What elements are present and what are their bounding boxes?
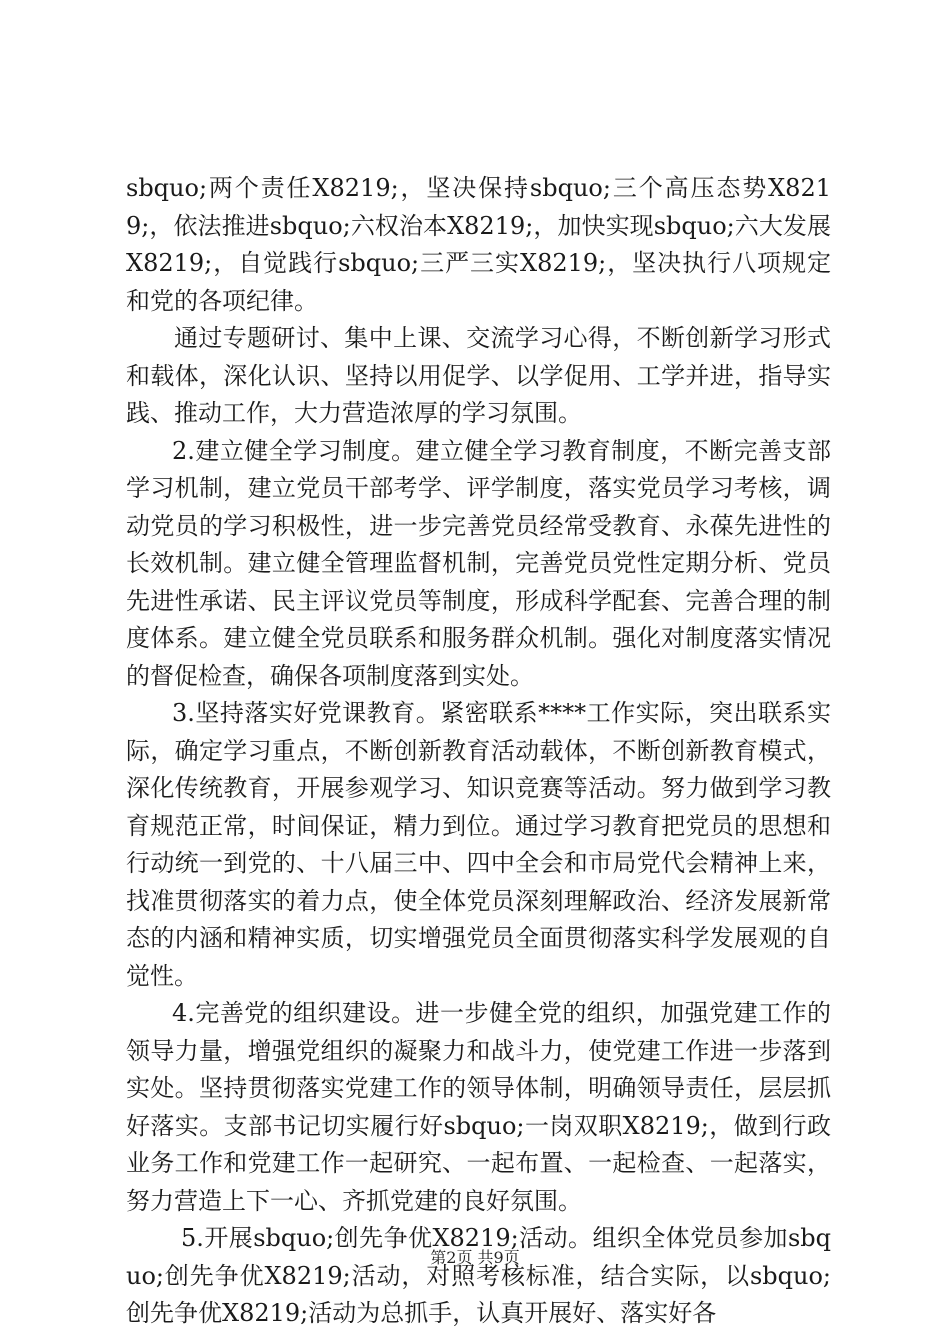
paragraph-item-3: 3.坚持落实好党课教育。紧密联系****工作实际，突出联系实际，确定学习重点，不断创新教育活动载体，不断创新教育模式，深化传统教育，开展参观学习、知识竞赛等活动。努力做到学习教育规范正常，时间保证，精力到位。通过学习教育把党员的思想和行动统一到党的、十八届三中、四中全会和市局党代会精神上来，找准贯彻落实的着力点，使全体党员深刻理解政治、经济发展新常态的内涵和精神实质，切实增强党员全面贯彻落实科学发展观的自觉性。: [126, 699, 831, 990]
paragraph-item-2: 2.建立健全学习制度。建立健全学习教育制度，不断完善支部学习机制，建立党员干部考学、评学制度，落实党员学习考核，调动党员的学习积极性，进一步完善党员经常受教育、永葆先进性的长效机制。建立健全管理监督机制，完善党员党性定期分析、党员先进性承诺、民主评议党员等制度，形成科学配套、完善合理的制度体系。建立健全党员联系和服务群众机制。强化对制度落实情况的督促检查，确保各项制度落到实处。: [126, 436, 831, 690]
document-body: [126, 170, 831, 1333]
paragraph-study-forms: 通过专题研讨、集中上课、交流学习心得，不断创新学习形式和载体，深化认识、坚持以用促学、以学促用、工学并进，指导实践、推动工作，大力营造浓厚的学习氛围。: [126, 324, 831, 427]
paragraph-item-4: 4.完善党的组织建设。进一步健全党的组织，加强党建工作的领导力量，增强党组织的凝聚力和战斗力，使党建工作进一步落到实处。坚持贯彻落实党建工作的领导体制，明确领导责任，层层抓好落实。支部书记切实履行好sbquo;一岗双职X8219;，做到行政业务工作和党建工作一起研究、一起布置、一起检查、一起落实，努力营造上下一心、齐抓党建的良好氛围。: [126, 999, 831, 1215]
page-footer: 第2页 共9页: [430, 1248, 520, 1267]
paragraph-item-5: 5.开展sbquo;创先争优X8219;活动。组织全体党员参加sbquo;创先争优X8219;活动，对照考核标准，结合实际，以sbquo;创先争优X8219;活动为总抓手，认真开展好、落实好各: [126, 1224, 831, 1327]
paragraph-continuation: sbquo;两个责任X8219;，坚决保持sbquo;三个高压态势X8219;，依法推进sbquo;六权治本X8219;，加快实现sbquo;六大发展X8219;，自觉践行sbquo;三严三实X8219;，坚决执行八项规定和党的各项纪律。: [126, 174, 831, 315]
